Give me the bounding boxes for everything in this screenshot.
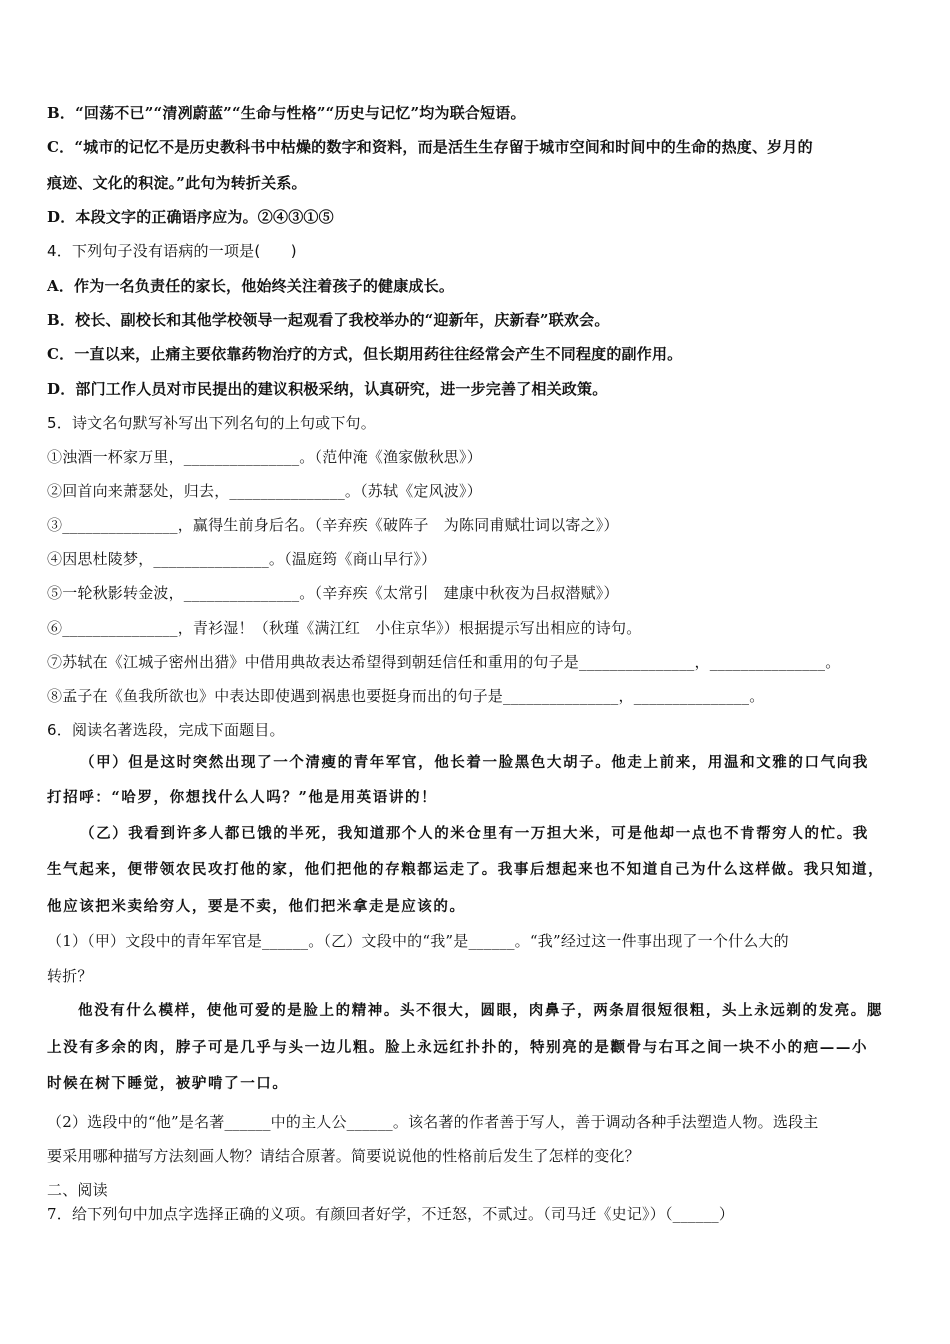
excerpt-yi-continued: 他应该把米卖给穷人，要是不卖，他们把米拿走是应该的。 <box>47 898 466 915</box>
poem-blank-item: ⑥_______________，青衫湿！（秋瑾《满江红 小住京华》）根据提示写出相应的诗句。 <box>47 619 642 637</box>
poem-blank-item: ②回首向来萧瑟处，归去，_______________。（苏轼《定风波》） <box>47 482 482 500</box>
question-7: 7．给下列句中加点字选择正确的义项。有颜回者好学，不迁怒，不贰过。（司马迁《史记》）（______） <box>47 1205 735 1223</box>
section-heading: 二、阅读 <box>47 1181 108 1199</box>
question-5: 5．诗文名句默写补写出下列名句的上句或下句。 <box>47 414 376 432</box>
subquestion-1: （1）（甲）文段中的青年军官是______。（乙）文段中的“我”是______。“我”经过这一件事出现了一个什么大的 <box>47 932 789 950</box>
excerpt-jia: （甲）但是这时突然出现了一个清瘦的青年军官，他长着一脸黑色大胡子。他走上前来，用温和文雅的口气向我 <box>80 754 869 771</box>
option-line: A．作为一名负责任的家长，他始终关注着孩子的健康成长。 <box>47 277 455 295</box>
poem-blank-item: ⑧孟子在《鱼我所欲也》中表达即使遇到祸患也要挺身而出的句子是_______________，_______________。 <box>47 687 765 705</box>
option-line: C．一直以来，止痛主要依靠药物治疗的方式，但长期用药往往经常会产生不同程度的副作用。 <box>47 345 683 363</box>
excerpt-jia-continued: 打招呼：“哈罗，你想找什么人吗？”他是用英语讲的！ <box>47 789 438 806</box>
option-line-continued: 痕迹、文化的积淀。”此句为转折关系。 <box>47 174 307 192</box>
subquestion-2: （2）选段中的“他”是名著______中的主人公______。该名著的作者善于写人，善于调动各种手法塑造人物。选段主 <box>47 1113 819 1131</box>
excerpt-yi-continued: 生气起来，便带领农民攻打他的家，他们把他的存粮都运走了。我事后想起来也不知道自己为什么这样做。我只知道， <box>47 861 885 878</box>
subquestion-2-continued: 要采用哪种描写方法刻画人物？请结合原著。简要说说他的性格前后发生了怎样的变化？ <box>47 1147 640 1165</box>
excerpt-2-continued: 上没有多余的肉，脖子可是几乎与头一边儿粗。脸上永远红扑扑的，特别亮的是颧骨与右耳之间一块不小的疤——小 <box>47 1039 869 1056</box>
option-line: D．部门工作人员对市民提出的建议积极采纳，认真研究，进一步完善了相关政策。 <box>47 380 608 398</box>
subquestion-1-continued: 转折？ <box>47 967 93 985</box>
option-line: B．校长、副校长和其他学校领导一起观看了我校举办的“迎新年，庆新春”联欢会。 <box>47 311 610 329</box>
excerpt-2: 他没有什么模样，使他可爱的是脸上的精神。头不很大，圆眼，肉鼻子，两条眉很短很粗，头上永远剃的发亮。腮 <box>78 1002 883 1019</box>
poem-blank-item: ①浊酒一杯家万里，_______________。（范仲淹《渔家傲秋思》） <box>47 448 482 466</box>
option-line: D．本段文字的正确语序应为。②④③①⑤ <box>47 208 334 226</box>
poem-blank-item: ④因思杜陵梦，_______________。（温庭筠《商山早行》） <box>47 550 437 568</box>
option-line: B．“回荡不已”“清冽蔚蓝”“生命与性格”“历史与记忆”均为联合短语。 <box>47 104 526 122</box>
excerpt-yi: （乙）我看到许多人都已饿的半死，我知道那个人的米仓里有一万担大米，可是他却一点也不肯帮穷人的忙。我 <box>80 825 869 842</box>
poem-blank-item: ⑦苏轼在《江城子密州出猎》中借用典故表达希望得到朝廷信任和重用的句子是_______________，_______________。 <box>47 653 841 671</box>
poem-blank-item: ③_______________，赢得生前身后名。（辛弃疾《破阵子 为陈同甫赋壮词以寄之》） <box>47 516 619 534</box>
excerpt-2-continued: 时候在树下睡觉，被驴啃了一口。 <box>47 1075 289 1092</box>
option-line: C．“城市的记忆不是历史教科书中枯燥的数字和资料，而是活生生存留于城市空间和时间中的生命的热度、岁月的 <box>47 138 813 156</box>
poem-blank-item: ⑤一轮秋影转金波，_______________。（辛弃疾《太常引 建康中秋夜为吕叔潜赋》） <box>47 584 619 602</box>
question-4: 4．下列句子没有语病的一项是( ) <box>47 242 297 260</box>
question-6: 6．阅读名著选段，完成下面题目。 <box>47 721 285 739</box>
